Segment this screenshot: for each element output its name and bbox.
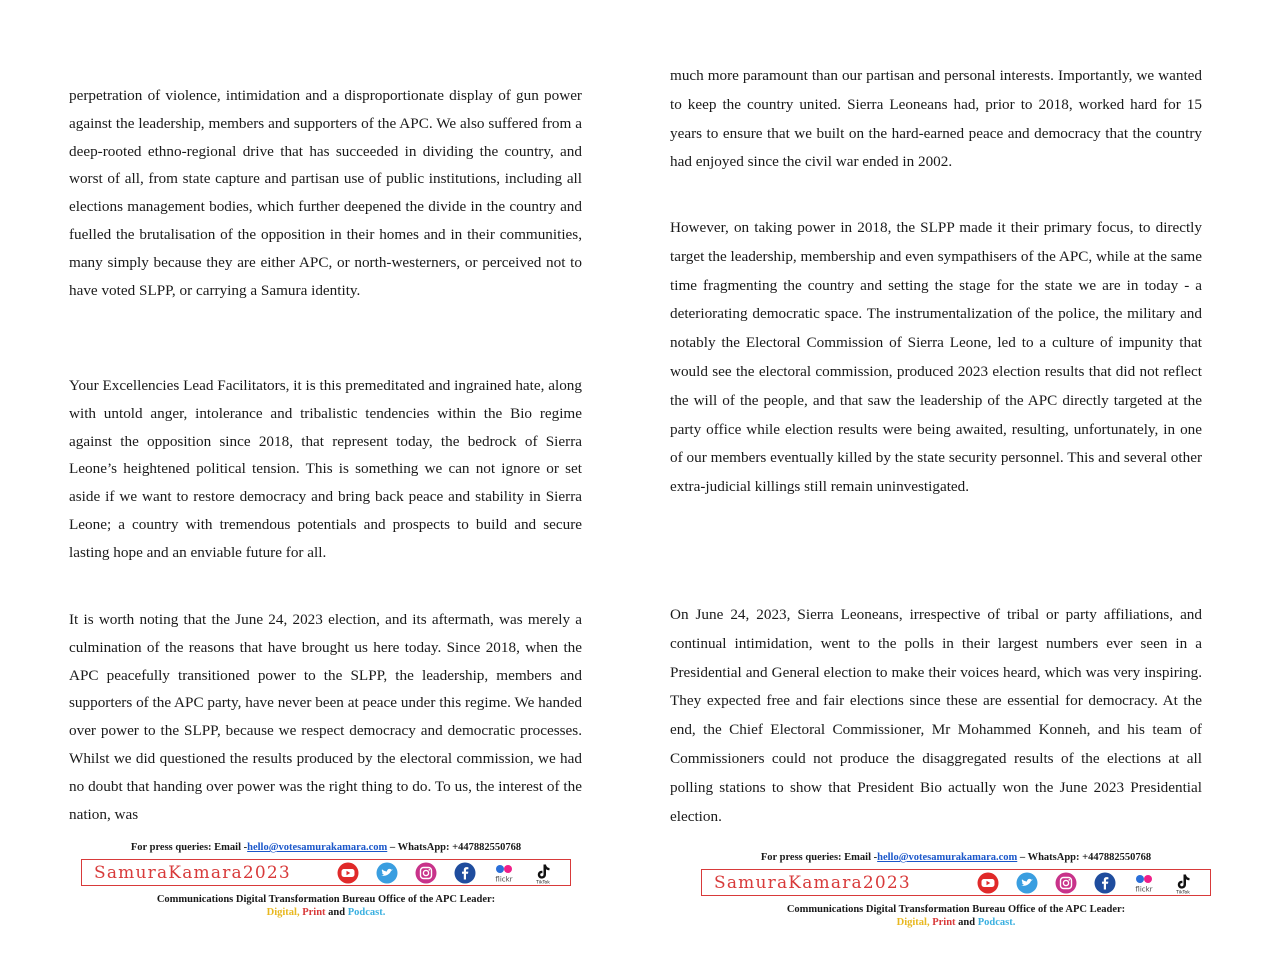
brand-name: SamuraKamara2023 — [94, 862, 291, 883]
right-page — [640, 0, 1280, 960]
social-bar — [81, 859, 571, 886]
press-queries: For press queries: Email -hello@votesamurakamara.com – WhatsApp: +447882550768 — [760, 852, 1152, 863]
paragraph: Your Excellencies Lead Facilitators, it is this premeditated and ingrained hate, along with untold anger, intolerance and tribalistic tendencies within the Bio regime against the opposition since 2018, that represent today, the bedrock of Sierra Leone’s heightened political tension. This is something we can not ignore or set aside if we want to restore democracy and bring back peace and stability in Sierra Leone; a country with tremendous potentials and prospects to build and secure lasting hope and an enviable future for all. — [69, 377, 582, 561]
instagram-icon[interactable] — [411, 862, 441, 884]
bureau-line: Communications Digital Transformation Bureau Office of the APC Leader: — [156, 894, 496, 905]
page-footer — [676, 852, 1236, 929]
paragraph: perpetration of violence, intimidation and a disproportionate display of gun power against the leadership, members and supporters of the APC. We also suffered from a deep-rooted ethno-regional drive that has succeeded in dividing the country, and worst of all, from state capture and partisan use of public institutions, including all elections management bodies, which further deepened the divide in the country and fuelled the brutalisation of the opposition in their homes and in their communities, many simply because they are either APC, or north-westerners, or perceived not to have voted SLPP, or carrying a Samura identity. — [69, 87, 582, 299]
twitter-icon[interactable] — [372, 862, 402, 884]
paragraph: However, on taking power in 2018, the SLPP made it their primary focus, to directly target the leadership, membership and even sympathisers of the APC, while at the same time fragmenting the country and setting the stage for the state we are in today - a deteriorating democratic space. The instrumentalization of the police, the military and notably the Electoral Commission of Sierra Leone, led to a culture of impunity that would see the electoral commission, produced 2023 election results that did not reflect the will of the people, and that saw the leadership of the APC directly targeted at the party office while election results were being awaited, resulting, unfortunately, in one of our members eventually killed by the state security personnel. This and several other extra-judicial killings still remain uninvestigated. — [670, 219, 1202, 496]
svg-text:TikTok: TikTok — [1176, 890, 1190, 894]
flickr-icon[interactable] — [489, 862, 519, 884]
tiktok-icon[interactable] — [528, 862, 558, 884]
paragraph: On June 24, 2023, Sierra Leoneans, irrespective of tribal or party affiliations, and continual intimidation, went to the polls in their largest numbers ever seen in a Presidential and General election to make their voices heard, which was very inspiring. They expected free and fair elections since these are essential for democracy. At the end, the Chief Electoral Commissioner, Mr Mohammed Konneh, and his team of Commissioners could not produce the disaggregated results of the elections at all polling stations to show that President Bio actually won the June 2023 Presidential election. — [670, 606, 1202, 825]
youtube-icon[interactable] — [973, 872, 1003, 894]
brand-name: SamuraKamara2023 — [714, 872, 911, 893]
facebook-icon[interactable] — [450, 862, 480, 884]
paragraph: It is worth noting that the June 24, 2023 election, and its aftermath, was merely a culmination of the reasons that have brought us here today. Since 2018, when the APC peacefully transitioned power to the SLPP, the leadership, members and supporters of the APC party, have never been at peace under this regime. We handed over power to the SLPP, because we respect democracy and democratic processes. Whilst we did questioned the results produced by the electoral commission, we had no doubt that handing over power was the right thing to do. To us, the interest of the nation, was — [69, 611, 582, 823]
svg-text:TikTok: TikTok — [536, 880, 550, 884]
instagram-icon[interactable] — [1051, 872, 1081, 894]
twitter-icon[interactable] — [1012, 872, 1042, 894]
tiktok-icon[interactable] — [1168, 872, 1198, 894]
email-link[interactable]: hello@votesamurakamara.com — [247, 842, 388, 853]
svg-text:flickr: flickr — [1135, 885, 1153, 893]
paragraph: much more paramount than our partisan and personal interests. Importantly, we wanted to keep the country united. Sierra Leoneans had, prior to 2018, worked hard for 15 years to ensure that we built on the hard-earned peace and democracy that the country had enjoyed since the civil war ended in 2002. — [670, 67, 1202, 171]
svg-text:flickr: flickr — [495, 875, 513, 883]
channels-line: Digital, Print and Podcast. — [896, 917, 1016, 928]
page-footer — [76, 842, 576, 919]
press-queries: For press queries: Email -hello@votesamurakamara.com – WhatsApp: +447882550768 — [130, 842, 522, 853]
flickr-icon[interactable] — [1129, 872, 1159, 894]
channels-line: Digital, Print and Podcast. — [266, 907, 386, 918]
youtube-icon[interactable] — [333, 862, 363, 884]
facebook-icon[interactable] — [1090, 872, 1120, 894]
bureau-line: Communications Digital Transformation Bureau Office of the APC Leader: — [786, 904, 1126, 915]
email-link[interactable]: hello@votesamurakamara.com — [877, 852, 1018, 863]
social-bar — [701, 869, 1211, 896]
